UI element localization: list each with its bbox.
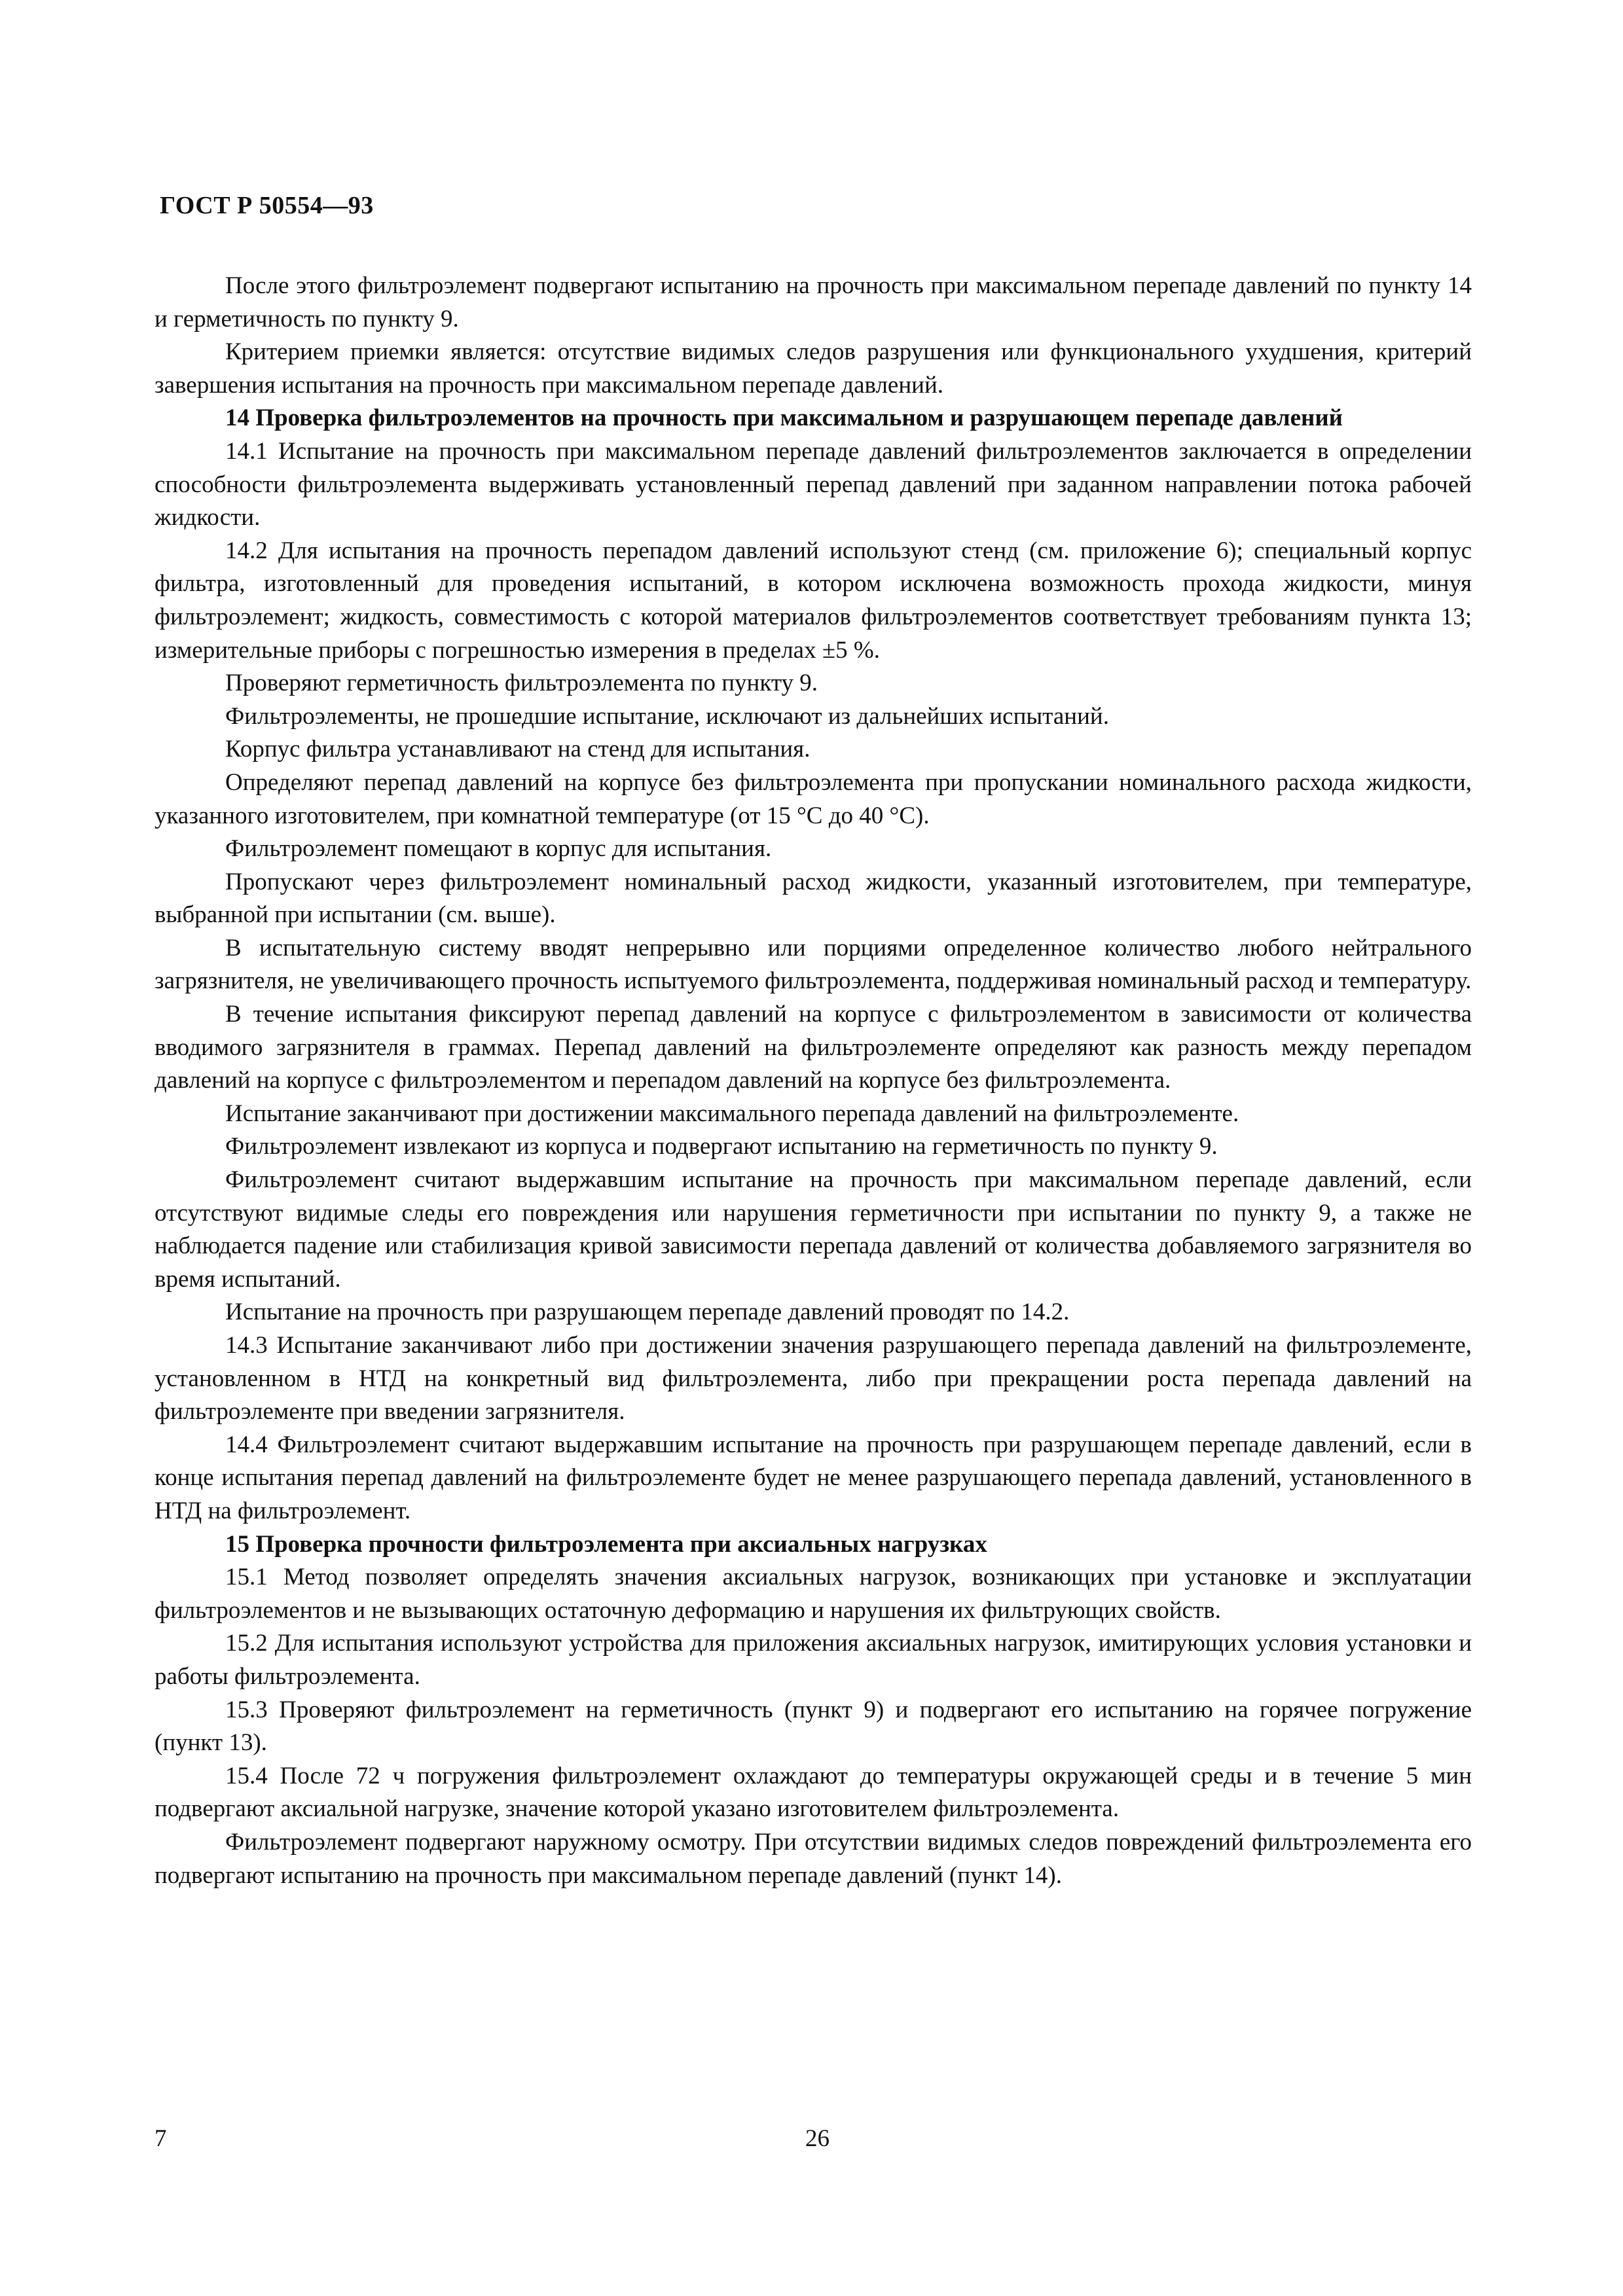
paragraph: Испытание заканчивают при достижении максимального перепада давлений на фильтроэлементе.	[225, 1100, 1239, 1127]
page-number: 26	[805, 2125, 830, 2152]
paragraph: В испытательную систему вводят непрерывно или порциями определенное количество любого нейтрального загрязнителя, не увеличивающего прочность испытуемого фильтроэлемента, поддерживая номинальный расход и температуру.	[155, 934, 1472, 995]
paragraph: Пропускают через фильтроэлемент номинальный расход жидкости, указанный изготовителем, при температуре, выбранной при испытании (см. выше).	[155, 868, 1472, 929]
paragraph: 14.2 Для испытания на прочность перепадом давлений используют стенд (см. приложение 6); специальный корпус фильтра, изготовленный для проведения испытаний, в котором исключена возможность прохода жидкости, минуя фильтроэлемент; жидкость, совместимость с которой материалов фильтроэлементов соответствует требованиям пункта 13; измерительные приборы с погрешностью измерения в пределах ±5 %.	[155, 537, 1472, 664]
paragraph: 14.4 Фильтроэлемент считают выдержавшим испытание на прочность при разрушающем перепаде давлений, если в конце испытания перепад давлений на фильтроэлементе будет не менее разрушающего перепада давлений, установленного в НТД на фильтроэлемент.	[155, 1431, 1472, 1524]
paragraph: Фильтроэлементы, не прошедшие испытание, исключают из дальнейших испытаний.	[225, 702, 1109, 730]
paragraph: 14.1 Испытание на прочность при максимальном перепаде давлений фильтроэлементов заключается в определении способности фильтроэлемента выдерживать установленный перепад давлений при заданном направлении потока рабочей жидкости.	[155, 437, 1472, 531]
paragraph: 15.1 Метод позволяет определять значения аксиальных нагрузок, возникающих при установке и эксплуатации фильтроэлементов и не вызывающих остаточную деформацию и нарушения их фильтрующих свойств.	[155, 1564, 1472, 1624]
section-heading-15: 15 Проверка прочности фильтроэлемента при аксиальных нагрузках	[225, 1530, 987, 1558]
document-body	[155, 270, 1472, 1892]
paragraph: Определяют перепад давлений на корпусе без фильтроэлемента при пропускании номинального расхода жидкости, указанного изготовителем, при комнатной температуре (от 15 °С до 40 °С).	[155, 768, 1472, 829]
section-heading-14: 14 Проверка фильтроэлементов на прочность при максимальном и разрушающем перепаде давлений	[225, 404, 1343, 432]
paragraph: 15.2 Для испытания используют устройства для приложения аксиальных нагрузок, имитирующих условия установки и работы фильтроэлемента.	[155, 1630, 1472, 1690]
paragraph: Фильтроэлемент подвергают наружному осмотру. При отсутствии видимых следов повреждений фильтроэлемента его подвергают испытанию на прочность при максимальном перепаде давлений (пункт 14).	[155, 1828, 1472, 1889]
footer-left-mark: 7	[155, 2125, 167, 2152]
paragraph: Фильтроэлемент помещают в корпус для испытания.	[225, 835, 772, 863]
document-header: ГОСТ Р 50554—93	[160, 192, 374, 219]
paragraph: 15.3 Проверяют фильтроэлемент на герметичность (пункт 9) и подвергают его испытанию на горячее погружение (пункт 13).	[155, 1696, 1472, 1757]
paragraph: Критерием приемки является: отсутствие видимых следов разрушения или функционального ухудшения, критерий завершения испытания на прочность при максимальном перепаде давлений.	[155, 338, 1472, 399]
paragraph: Фильтроэлемент извлекают из корпуса и подвергают испытанию на герметичность по пункту 9.	[225, 1133, 1218, 1160]
paragraph: Корпус фильтра устанавливают на стенд для испытания.	[225, 736, 811, 763]
paragraph: Фильтроэлемент считают выдержавшим испытание на прочность при максимальном перепаде давлений, если отсутствуют видимые следы его повреждения или нарушения герметичности при испытании по пункту 9, а также не наблюдается падение или стабилизация кривой зависимости перепада давлений от количества добавляемого загрязнителя во время испытаний.	[155, 1166, 1472, 1293]
paragraph: После этого фильтроэлемент подвергают испытанию на прочность при максимальном перепаде давлений по пункту 14 и герметичность по пункту 9.	[155, 272, 1472, 332]
paragraph: 15.4 После 72 ч погружения фильтроэлемент охлаждают до температуры окружающей среды и в течение 5 мин подвергают аксиальной нагрузке, значение которой указано изготовителем фильтроэлемента.	[155, 1762, 1472, 1823]
paragraph: Испытание на прочность при разрушающем перепаде давлений проводят по 14.2.	[225, 1299, 1070, 1326]
paragraph: 14.3 Испытание заканчивают либо при достижении значения разрушающего перепада давлений на фильтроэлементе, установленном в НТД на конкретный вид фильтроэлемента, либо при прекращении роста перепада давлений на фильтроэлементе при введении загрязнителя.	[155, 1332, 1472, 1426]
paragraph: В течение испытания фиксируют перепад давлений на корпусе с фильтроэлементом в зависимости от количества вводимого загрязнителя в граммах. Перепад давлений на фильтроэлементе определяют как разность между перепадом давлений на корпусе с фильтроэлементом и перепадом давлений на корпусе без фильтроэлемента.	[155, 1001, 1472, 1094]
paragraph: Проверяют герметичность фильтроэлемента по пункту 9.	[225, 670, 818, 697]
